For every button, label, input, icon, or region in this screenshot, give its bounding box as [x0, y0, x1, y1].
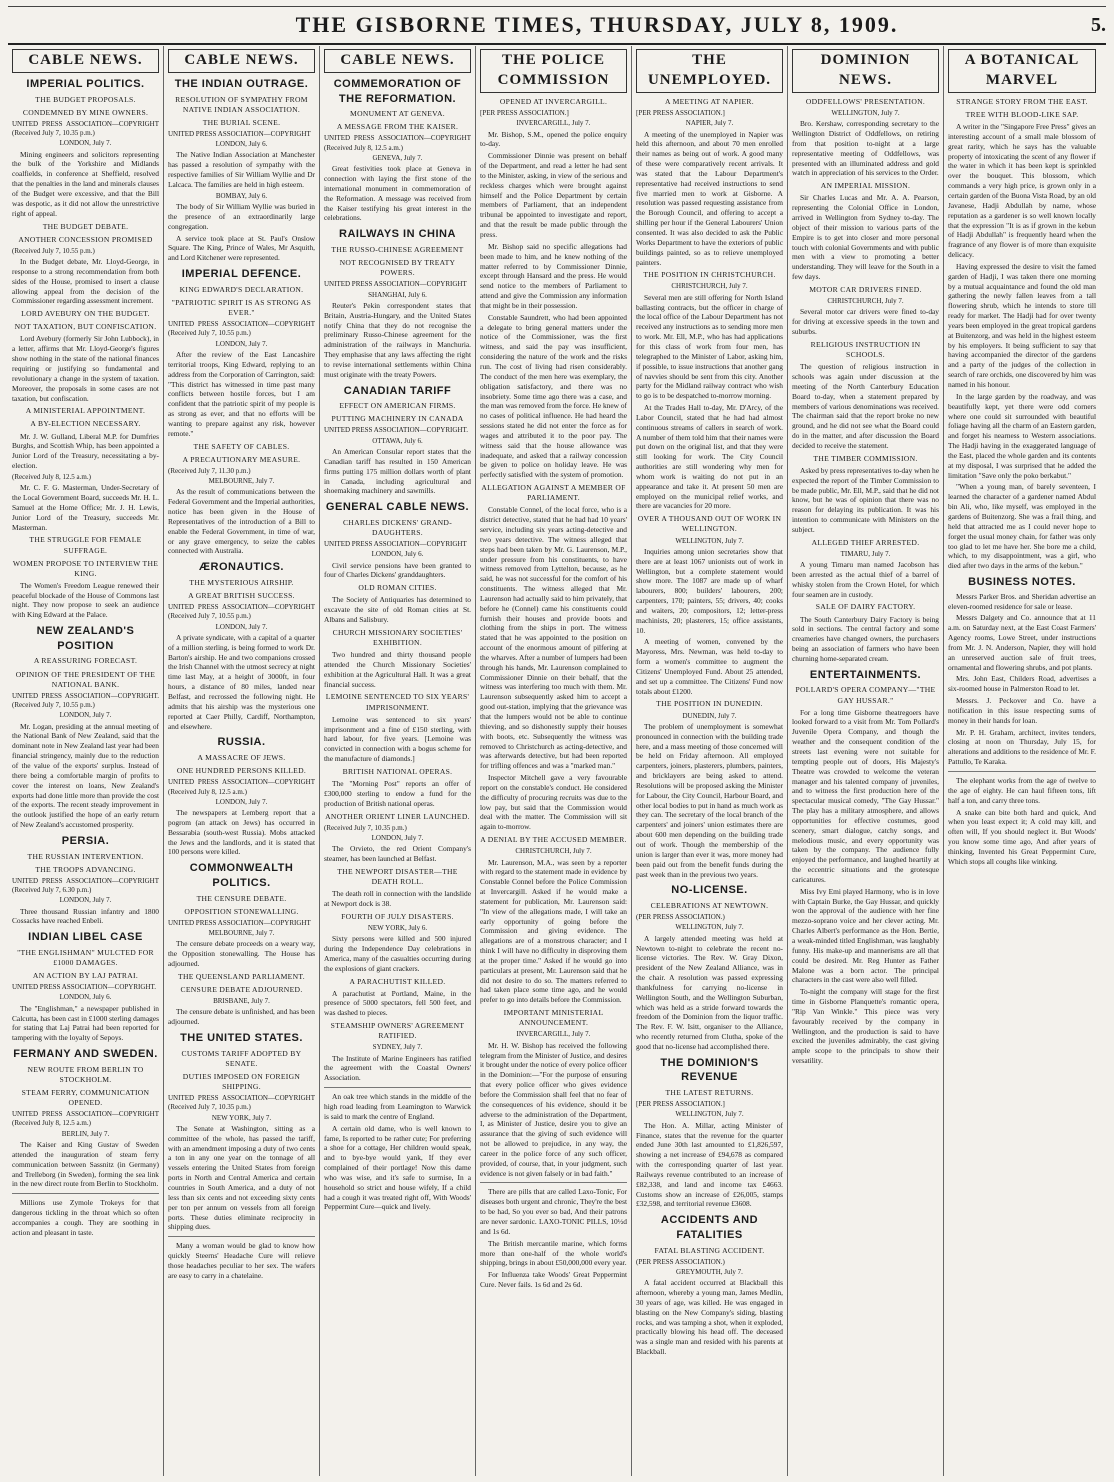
dateline: DUNEDIN, July 7. [682, 711, 737, 720]
article-paragraph: Commissioner Dinnie was present on behalf of the Department, and read a letter he had sent to the Minister, asking, in view of the serious and reckless charges which were brought against himself and the Police Department by certain members of Parliament, that an independent tribunal be appointed to investigate and report, and that the result be made public through the press. [480, 151, 627, 239]
subheadline: A MESSAGE FROM THE KAISER. [336, 122, 459, 132]
article-paragraph: Messrs Parker Bros. and Sheridan advertise an eleven-roomed residence for sale or lease. [948, 591, 1096, 611]
article-paragraph: Mr. Bishop, S.M., opened the police enquiry to-day. [480, 129, 627, 149]
agency-credit: UNITED PRESS ASSOCIATION—COPYRIGHT (Received July 8, 12.5 a.m.) [324, 134, 471, 152]
subheadline: THE CENSURE DEBATE. [196, 893, 287, 903]
subheadline: SALE OF DAIRY FACTORY. [815, 602, 916, 612]
dateline: GENEVA, July 7. [372, 153, 423, 162]
article-paragraph: Asked by press representatives to-day when he expected the report of the Timber Commission to be made public, Mr. Ell, M.P., said that he did not know, but he was of opinion that there was no reason for delaying its publication. It was his intention to communicate with Ministers on the subject. [792, 465, 939, 534]
subheadline: A BY-ELECTION NECESSARY. [30, 419, 141, 429]
agency-credit: UNITED PRESS ASSOCIATION—COPYRIGHT [168, 918, 311, 927]
article-paragraph: Lemoine was sentenced to six years' imprisonment and a fine of £150 sterling, with hard labour, for five years. [Lemoine was convicted in connection with a bogus scheme for the manufacture of diamonds.] [324, 714, 471, 764]
article-paragraph: A writer in the "Singapore Free Press" gives an interesting account of a small male blossom of great rarity, which he says has the valuable property of intoxicating the scent of any flower if the water in which it has been kept is sprinkled over the bouquet. This blossom, which commands a very high price, is grown only in a certain garden of the Buona Vista Road, by an old Javanese, Hadji Abdullah by name, whose reputation as a gardener is so well known locally that the expression "It is as if grown in the kebun of Hadji Abdullah" is frequently heard when the fragrance of any flower is of more than exquisite delicacy. [948, 122, 1096, 260]
section-banner: THE UNEMPLOYED. [636, 49, 783, 93]
article-paragraph: Two hundred and thirty thousand people attended the Church Missionary Societies' exhibition at the Agricultural Hall. It was a great financial success. [324, 650, 471, 689]
article-paragraph: Mr. H. W. Bishop has received the following telegram from the Minister of Justice, and desires it brought under the notice of every police officer in the Dominion:—"For the purpose of ensuring that every police officer who gives evidence before the Commission shall feel that no fear of the consequences of his evidence, should it be adverse to the administration of the Department, I, as Minister of Justice, desire you to give an assurance that the giving of such evidence will not be allowed to prejudice, in any way, the career in the police force of any such officer, provided, of course, that, in your judgment, such evidence is not given falsely or in bad faith." [480, 1040, 627, 1178]
subheadline: STRANGE STORY FROM THE EAST. [956, 96, 1088, 106]
dateline: MELBOURNE, July 7. [208, 477, 275, 486]
article-paragraph: The elephant works from the age of twelve to the age of eighty. He can haul fifteen tons, lift half a ton, and carry three tons. [948, 776, 1096, 805]
agency-credit: (PER PRESS ASSOCIATION.) [636, 1257, 725, 1266]
article-paragraph: An American Consular report states that the Canadian tariff has resulted in 150 American firms putting 175 million dollars worth of plant in Canada, including agricultural and shoemaking machinery and sawmills. [324, 446, 471, 496]
subheadline: OVER A THOUSAND OUT OF WORK IN WELLINGTON. [637, 514, 782, 534]
column-2 [164, 46, 320, 1476]
article-paragraph: The censure debate is unfinished, and has been adjourned. [168, 1007, 315, 1027]
dateline: WELLINGTON, July 7. [675, 1110, 744, 1119]
column-4 [476, 46, 632, 1476]
subheadline: CONDEMNED BY MINE OWNERS. [22, 107, 149, 117]
article-paragraph: Messrs. J. Peckover and Co. have a notification in this issue respecting sums of money in their hands for loan. [948, 696, 1096, 725]
article-paragraph: Mr. Bishop said no specific allegations had been made to him, and he knew nothing of the matter referred to by Commissioner Dinnie, except through Hansard and the press. He would send notice to the members of Parliament to attend and give the Commission any information that might be in their possession. [480, 241, 627, 310]
subheadline: ALLEGATION AGAINST A MEMBER OF PARLIAMENT. [481, 483, 626, 503]
subheadline: THE QUEENSLAND PARLIAMENT. [178, 971, 305, 981]
section-banner: CABLE NEWS. [12, 49, 159, 73]
dateline: LONDON, July 6. [215, 140, 268, 149]
article-paragraph: A young Timaru man named Jacobson has been arrested as the actual thief of a barrel of whisky stolen from the Crown Hotel, for which four seamen are in custody. [792, 560, 939, 599]
subheadline: CHARLES DICKENS' GRAND-DAUGHTERS. [342, 517, 453, 537]
article-paragraph: A meeting of women, convened by the Mayoress, Mrs. Newman, was held to-day to form a women's committee to augment the Citizens' Unemployed Fund. About 25 attended, and set up a committee. The Citizens' Fund now totals about £1200. [636, 637, 783, 696]
dateline: NAPIER, July 7. [685, 119, 734, 128]
article-paragraph: The censure debate proceeds on a weary way, the Opposition stonewalling. The House has adjourned. [168, 939, 315, 969]
subheadline: A DENIAL BY THE ACCUSED MEMBER. [480, 835, 627, 845]
article-paragraph: Many a woman would be glad to know how quickly Steerns' Headache Cure will relieve those headaches peculiar to her sex. The wafers are easy to carry in a chatelaine. [168, 1241, 315, 1280]
dateline: TIMARU, July 7. [840, 549, 891, 558]
subheadline: THE BUDGET DEBATE. [42, 221, 129, 231]
agency-credit: UNITED PRESS ASSOCIATION—COPYRIGHT (Received July 8, 12.5 a.m.) [168, 778, 315, 796]
agency-credit: UNITED PRESS ASSOCIATION—COPYRIGHT (Received July 8, 12.5 a.m.) [12, 1110, 159, 1128]
article-paragraph: The Society of Antiquaries has determined to excavate the site of old Roman cities at St. Albans and Salisbury. [324, 595, 471, 625]
subheadline: TREE WITH BLOOD-LIKE SAP. [965, 109, 1079, 119]
article-paragraph: Reuter's Pekin correspondent states that Britain, Austria-Hungary, and the United States notify China that they do not recognise the preliminary Russo-Chinese agreement for the administration of the railways in Manchuria. They emphasise that any laws affecting the right to revise international settlements within China must originate with the treaty Powers. [324, 300, 471, 379]
article-paragraph: Bro. Kershaw, corresponding secretary to the Wellington District of Oddfellows, on retiring from that position to-night at a large representative meeting of Oddfellows, was presented with an illuminated address and gold watch in appreciation of his services to the Order. [792, 119, 939, 178]
article-paragraph: The Native Indian Association at Manchester has passed a resolution of sympathy with the respective families of Sir William Wyllie and Dr Lalcaca. The families are held in high esteem. [168, 150, 315, 189]
agency-credit: UNITED PRESS ASSOCIATION—COPYRIGHT [324, 540, 467, 549]
headline: CANADIAN TARIFF [343, 384, 452, 397]
agency-credit: UNITED PRESS ASSOCIATION—COPYRIGHT [324, 280, 467, 289]
article-paragraph: After the review of the East Lancashire territorial troops, King Edward, replying to an address from the Corporation of Carrington, said: "This district has witnessed in time past many conflicts between hostile forces, but I am confident that the patriotic spirit of my people is as strong as ever, and that no efforts will be wanting to prepare against any risk, however remote." [168, 349, 315, 438]
article-paragraph: Several men are still offering for North Island ballasting contracts, but the officer in charge of the local office of the Labour Department has not received any instructions as to sending more men to work. Mr. Ell, M.P., who has had applications for this class of work from four men, has telegraphed to the Minister of Labor, asking him, if possible, to issue instructions that another gang of navvies should be sent from this city. Another party for the Midland railway contract who wish to go is to be despatched to-morrow morning. [636, 292, 783, 401]
subheadline: CELEBRATIONS AT NEWTOWN. [650, 900, 769, 910]
article-paragraph: Constable Connel, of the local force, who is a district detective, stated that he had had 10 years' service, including six years acting-detective and two years detective. The witness alleged that steps had been taken by Mr. G. Laurenson, M.P., under pressure from his constituents, to have witness removed from Lyttelton, because, as he said, he was not successful for the comfort of his constituents. The witness alleged that Mr. Laurenson had actually said to him privately, that before he (Connel) came his constituents could furnish their houses and provide boots and clothing from the ships in port. The witness stated that he was appointed to the position on account of the enormous amount of pilfering at the wharves. After a number of lumpers had been through his hands, Mr. Laurenson complained to Commissioner Dinnie on their behalf, that the witness was interfering too much with them. Mr. Laurenson subsequently asked him to accept a good out-station, implying that the grievance was that the lumpers would not be able to continue thieving, and so dishonestly supply their houses with boots, etc. Subsequently the witness was removed to Christchurch as acting-detective, and was afterwards detective, but had been reported for trifling offences and was a "marked man." [480, 505, 627, 771]
article-paragraph: The Women's Freedom League renewed their peaceful blockade of the House of Commons last night. They now propose to seek an audience with King Edward at the Palace. [12, 580, 159, 620]
subheadline: AN ACTION BY LAJ PATRAI. [32, 971, 139, 981]
column-rule [324, 1087, 471, 1088]
article-paragraph: Constable Saundrett, who had been appointed a delegate to bring general matters under the notice of the Commissioner, was the first witness, and said the pay was insufficient, considering the nature of the work and the risks run. The cost of living had risen considerably. The conduct of the men here was exemplary, the obligation satisfactory, and there was no insobriety. Some time ago there was a case, and the man was removed from the force. He knew of no cases of political influence. He had heard the sessions stated he did not enter the force as for wages and attributed it to the poor pay. The witness said that the house allowance was inadequate, and asked that a railway concession be given to police on holiday leave. He was perfectly satisfied with the system of promotion. [480, 312, 627, 480]
article-paragraph: The South Canterbury Dairy Factory is being sold in sections. The central factory and some creameries have changed owners, the purchasers being an association of farmers who have been churning home-separated cream. [792, 614, 939, 663]
dateline: MELBOURNE, July 7. [208, 929, 275, 938]
dateline: CHRISTCHURCH, July 7. [827, 297, 904, 306]
article-paragraph: As the result of communications between the Federal Government and the Imperial authorities, notice has been given in the House of Representatives of the introduction of a Bill to enable the Federal Government, in time of war, or any grave emergency, to seize the cables connected with Australia. [168, 487, 315, 556]
column-rule [12, 1193, 159, 1194]
subheadline: WOMEN PROPOSE TO INTERVIEW THE KING. [12, 558, 159, 578]
article-paragraph: Civil service pensions have been granted to four of Charles Dickens' granddaughters. [324, 560, 471, 580]
subheadline: STEAMSHIP OWNERS' AGREEMENT RATIFIED. [330, 1021, 465, 1041]
article-paragraph: Sixty persons were killed and 500 injured during the Independence Day celebrations in America, many of the casualties occurring during the explosions of giant crackers. [324, 934, 471, 973]
subheadline: CUSTOMS TARIFF ADOPTED BY SENATE. [181, 1048, 302, 1068]
subheadline: "PATRIOTIC SPIRIT IS AS STRONG AS EVER." [171, 297, 312, 317]
article-paragraph: The Institute of Marine Engineers has ratified the agreement with the Coastal Owners' Association. [324, 1053, 471, 1083]
article-paragraph: In the Budget debate, Mr. Lloyd-George, in response to a strong recommendation from both sides of the House, promised to insert a clause allowing appeal from the decision of the Commissioner regarding assessment increment. [12, 257, 159, 306]
dateline: GREYMOUTH, July 7. [676, 1267, 743, 1276]
subheadline: ALLEGED THIEF ARRESTED. [811, 537, 920, 547]
article-paragraph: A largely attended meeting was held at Newtown to-night to celebrate the recent no-license victories. The Rev. W. Gray Dixon, president of the New Zealand Alliance, was in the chair. A resolution was passed expressing thankfulness for carrying no-license in Wellington South, and the Wellington Suburban, which was held as a stride forward towards the freedom of the Dominion from the liquor traffic. The Rev. F. W. Isitt, organiser to the Alliance, who recently returned from Clutha, spoke of the good that no-license had accomplished there. [636, 933, 783, 1051]
dateline: INVERCARGILL, July 7. [516, 1030, 591, 1039]
masthead [8, 6, 1106, 45]
subheadline: THE TROOPS ADVANCING. [35, 864, 136, 874]
section-banner: CABLE NEWS. [324, 49, 471, 73]
section-banner: DOMINION NEWS. [792, 49, 939, 93]
article-paragraph: Great festivities took place at Geneva in connection with laying the first stone of the international monument in commemoration of the Reformation. A message was received from the Kaiser testifying his great interest in the celebrations. [324, 164, 471, 223]
dateline: BRISBANE, July 7. [213, 997, 270, 1006]
dateline: LONDON, July 7. [59, 896, 112, 905]
article-paragraph: At the Trades Hall to-day, Mr. D'Arcy, of the Labor Council, stated that he had had almost continuous streams of callers in search of work. A number of them told him that their names were put down on the original list, and that they were still looking for work. The City Council authorities are still wondering why men for whom work is waiting do not put in an appearance and take it. At present 50 men are employed on the municipal relief works, and there are vacancies for 20 more. [636, 403, 783, 511]
subheadline: NOT RECOGNISED BY TREATY POWERS. [339, 258, 456, 278]
agency-credit: UNITED PRESS ASSOCIATION—COPYRIGHT (Received July 7, 10.55 p.m.) [168, 603, 315, 621]
subheadline: NEW ROUTE FROM BERLIN TO STOCKHOLM. [27, 1064, 144, 1084]
headline: COMMEMORATION OF THE REFORMATION. [333, 77, 462, 105]
subheadline: THE LATEST RETURNS. [665, 1088, 754, 1098]
subheadline: A PRECAUTIONARY MEASURE. [182, 454, 301, 464]
dateline: CHRISTCHURCH, July 7. [671, 282, 748, 291]
article-paragraph: The British mercantile marine, which forms more than one-half of the whole world's shipping, brings in about £50,000,000 every year. [480, 1238, 627, 1268]
article-paragraph: The Orvieto, the red Orient Company's steamer, has been launched at Belfast. [324, 844, 471, 864]
subheadline: NOT TAXATION, BUT CONFISCATION. [14, 322, 157, 332]
agency-credit: UNITED PRESS ASSOCIATION—COPYRIGHT (Received July 7, 10.35 p.m.) [12, 119, 159, 138]
article-paragraph: A parachutist at Portland, Maine, in the presence of 5000 spectators, fell 500 feet, and was dashed to pieces. [324, 988, 471, 1018]
subheadline: A REASSURING FORECAST. [33, 656, 138, 666]
article-paragraph: In the large garden by the roadway, and was beautifully kept, yet there were odd corners where one could sit surrounded with beautiful foliage having all the charm of an Eastern garden, and forget his nearness to Western associations. The Hadji having in the exaggerated language of the East, placed the whole garden and its contents at my disposal, I was surprised that he added the limitation "Save only the poko berkabut." [948, 391, 1096, 480]
dateline: LONDON, July 6. [371, 550, 424, 559]
headline: COMMONWEALTH POLITICS. [189, 862, 294, 889]
headline: RUSSIA. [217, 736, 266, 749]
subheadline: A MEETING AT NAPIER. [665, 96, 754, 106]
subheadline: A MASSACRE OF JEWS. [197, 753, 286, 763]
article-paragraph: A certain old dame, who is well known to fame, Is reported to be rather cute; For preferring a shoe for a cottage, Her children would speak, and to bye-bye would yank, If they ever complained of their portlage! Now this dame who was wise, and it's safe to surmise, In a household so strict and house wifely, If a child had a cough it was treated right off, With Woods' Peppermint Cure—quick and lively. [324, 1123, 471, 1212]
subheadline: ODDFELLOWS' PRESENTATION. [805, 96, 926, 106]
headline: THE DOMINION'S REVENUE [660, 1056, 759, 1084]
subheadline: MOTOR CAR DRIVERS FINED. [809, 285, 922, 295]
column-1 [8, 46, 164, 1476]
headline: RAILWAYS IN CHINA [339, 228, 456, 241]
article-paragraph: The problem of unemployment is somewhat pronounced in connection with the building trade here, and a mass meeting of those concerned will be held on Friday afternoon. All employed carpenters, joiners, plasterers, plumbers, painters, and bricklayers are being asked to attend. Resolutions will be proposed asking the Minister for Labour, the City Council, Harbour Board, and other local bodies to put in hand as much work as they can. The secretary of the local branch of the carpenters' and joiners' union estimates there are about 600 men depending on the building trade out of work. Though the membership of the union is larger than ever it was, more money had been paid out from the benefit funds during the past week than in the previous two years. [636, 721, 783, 879]
dateline: WELLINGTON, July 7. [831, 108, 900, 117]
section-banner: A BOTANICAL MARVEL [948, 49, 1096, 93]
agency-credit: [PER PRESS ASSOCIATION.] [636, 1100, 725, 1109]
dateline: INVERCARGILL, July 7. [516, 119, 591, 128]
agency-credit: [PER PRESS ASSOCIATION.] [480, 108, 569, 117]
article-paragraph: Mr. Laurenson, M.A., was seen by a reporter with regard to the statement made in evidence by Constable Connel before the Police Commission at Invercargill. Asked if he would make a statement for publication, Mr. Laurenson said: "In view of the allegations made, I will take an early opportunity of going before the Commission and giving evidence. The allegations are of a monstrous character; and I think I will have no difficulty in disproving them at the proper time." Asked if he would go into particulars at present, Mr. Laurenson said that he did not desire to do so. The matters referred to had taken place some time ago, and he would prefer to go into details before the Commission. [480, 857, 627, 1005]
subheadline: STEAM FERRY, COMMUNICATION OPENED. [21, 1087, 150, 1108]
column-rule [480, 1182, 627, 1183]
column-6 [788, 46, 944, 1476]
dateline: NEW YORK, July 7. [211, 1113, 272, 1122]
subheadline: THE NEWPORT DISASTER—THE DEATH ROLL. [337, 866, 458, 886]
article-paragraph: A private syndicate, with a capital of a quarter of a million sterling, is being formed to work Dr. Barton's airship. He and two companions crossed the Irish Channel with the utmost secrecy at night time last May, at a height of 3000ft, in four hours, a distance of 80 miles, landed near Belfast, and recrossed the following night. He admits that his airship was the mysterious one reported at Caer Philly, Cardiff, Northampton, and elsewhere. [168, 632, 315, 731]
agency-credit: (Received July 7, 10.55 p.m.) [12, 246, 95, 255]
section-banner: THE POLICE COMMISSION [480, 49, 627, 93]
agency-credit: UNITED PRESS ASSOCIATION—COPYRIGHT. [324, 426, 468, 435]
headline: THE INDIAN OUTRAGE. [174, 77, 309, 90]
dateline: OTTAWA, July 6. [372, 436, 423, 445]
subheadline: EFFECT ON AMERICAN FIRMS. [339, 401, 456, 411]
article-paragraph: The "Morning Post" reports an offer of £300,000 sterling to endow a fund for the production of British national operas. [324, 778, 471, 808]
headline: IMPERIAL DEFENCE. [181, 268, 302, 281]
article-paragraph: Inspector Mitchell gave a very favourable report on the constable's conduct. He considered the difficulty of procuring recruits was due to the low pay, but said that the Commission would deal with the matter. The Commission will sit again to-morrow. [480, 773, 627, 832]
dateline: LONDON, July 7. [59, 139, 112, 148]
dateline: LONDON, July 6. [59, 993, 112, 1002]
article-paragraph: The Hon. A. Millar, acting Minister of Finance, states that the revenue for the quarter ended June 30th last amounted to £1,826,597, showing a net increase of £94,678 as compared with the corresponding quarter of last year. Railways revenue contributed to an increase of £82,338, and land and income tax £4663. Customs show an increase of £26,005, stamps £32,598, and territorial revenue £3608. [636, 1120, 783, 1209]
article-paragraph: There are pills that are called Laxo-Tonic, For diseases both urgent and chronic, They're the best to be had, So you ever so bad, And their patrons are never sardonic. LAXO-TONIC PILLS, 10½d and 1s 6d. [480, 1187, 627, 1236]
article-paragraph: The Senate at Washington, sitting as a committee of the whole, has passed the tariff, with an amendment imposing a duty of two cents a ton in any one year on the tonnage of all vessels entering the United States from foreign ports in North and Central America and certain countries in South America, and a duty of not less than six cents and not exceeding sixty cents per ton per annum on vessels from all foreign ports. These duties eliminate reciprocity in shipping dues. [168, 1123, 315, 1232]
subheadline: OPPOSITION STONEWALLING. [184, 906, 299, 916]
dateline: SYDNEY, July 7. [372, 1043, 423, 1052]
dateline: BOMBAY, July 6. [215, 191, 268, 200]
subheadline: A GREAT BRITISH SUCCESS. [188, 590, 295, 600]
headline: ÆRONAUTICS. [199, 561, 284, 574]
article-paragraph: A meeting of the unemployed in Napier was held this afternoon, and about 70 men enrolled their names as being out of work. A good many of these were comparatively recent arrivals. It was stated that the Labour Department's representative had received instructions to send five married men to work at Gisborne. A resolution was passed requesting assistance from the Borough Council, and offering to accept a shilling per hour if the General Labourers' Union consented. It was also decided to ask the Public Works Department to have the exteriors of public buildings painted, so as to relieve unemployed painters. [636, 129, 783, 267]
subheadline: ONE HUNDRED PERSONS KILLED. [176, 766, 307, 776]
article-paragraph: Having expressed the desire to visit the famed garden of Hadji, I was taken there one morning by a mutual acquaintance and found the old man gathering the newly fallen leaves from a tall flowering shrub, which he intends to store till ready for market. The Hadji had for over twenty years been employed in the great tropical gardens at Buitenzorg, and was held in the highest esteem by his employers. It being sufficient to say that having accompanied the director of the gardens and a party of the judges of the collection in search of rare orchids, one discovered by him was named in his honour. [948, 261, 1096, 389]
article-paragraph: The newspapers at Lemberg report that a pogrom (an attack on Jews) has occurred in Bessarabia (south-west Russia). Mobs attacked the Jews and the landlords, and it is stated that 100 persons were killed. [168, 808, 315, 857]
headline: PERSIA. [61, 834, 110, 847]
article-paragraph: Miss Ivy Emi played Harmony, who is in love with Captain Burke, the Gay Hussar, and quickly won the approval of the audience with her fine mezzo-soprano voice and her clever acting. Mr. Charles Albert's performance as the Hon. Bertie, a weak-minded titled Englishman, was laughably funny. His make-up and mannerisms are all that could be desired. Mr. Reg Hunter as Father Malone was a born actor. The principal characters in the cast were also well filled. [792, 886, 939, 985]
dateline: NEW YORK, July 6. [367, 923, 428, 932]
subheadline: POLLARD'S OPERA COMPANY—"THE GAY HUSSAR." [795, 685, 936, 705]
dateline: LONDON, July 7. [59, 711, 112, 720]
article-paragraph: Mr. J. W. Gulland, Liberal M.P. for Dumfries Burghs, and Scottish Whip, has been appointed a Junior Lord of the Treasury, necessitating a by-election. [12, 431, 159, 471]
article-paragraph: The death roll in connection with the landslide at Newport dock is 38. [324, 889, 471, 908]
subheadline: DUTIES IMPOSED ON FOREIGN SHIPPING. [182, 1071, 301, 1091]
subheadline: THE SAFETY OF CABLES. [193, 441, 290, 451]
subheadline: THE POSITION IN DUNEDIN. [656, 699, 763, 709]
column-rule [948, 771, 1096, 772]
section-banner: CABLE NEWS. [168, 49, 315, 73]
subheadline: THE RUSSO-CHINESE AGREEMENT [331, 244, 464, 254]
subheadline: KING EDWARD'S DECLARATION. [179, 284, 304, 294]
subheadline: MONUMENT AT GENEVA. [350, 109, 445, 119]
headline: INDIAN LIBEL CASE [28, 931, 143, 944]
article-paragraph: Millions use Zymole Trokeys for that dangerous tickling in the throat which so often accompanies a cough. They are soothing in action and pleasant in taste. [12, 1198, 159, 1237]
article-paragraph: Mrs. John East, Childers Road, advertises a six-roomed house in Palmerston Road to let. [948, 674, 1096, 694]
subheadline: RELIGIOUS INSTRUCTION IN SCHOOLS. [810, 339, 921, 360]
subheadline: LEMOINE SENTENCED TO SIX YEARS' IMPRISONMENT. [325, 692, 470, 712]
subheadline: FATAL BLASTING ACCIDENT. [654, 1245, 765, 1255]
dateline: LONDON, July 7. [215, 622, 268, 631]
subheadline: A PARACHUTIST KILLED. [349, 976, 446, 986]
article-paragraph: Mining engineers and solicitors representing the bulk of the Yorkshire and Midlands coalfields, in conference at Sheffield, resolved that the penalties in the land and minerals clauses of the Budget were excessive, and that the Bill was despotic, as it did not allow the unrestrictive right of appeal. [12, 149, 159, 218]
dateline: LONDON, July 7. [215, 339, 268, 348]
subheadline: BRITISH NATIONAL OPERAS. [342, 766, 453, 776]
dateline: CHRISTCHURCH, July 7. [515, 847, 592, 856]
subheadline: THE STRUGGLE FOR FEMALE SUFFRAGE. [29, 535, 142, 555]
column-rule [168, 1236, 315, 1237]
headline: GENERAL CABLE NEWS. [325, 501, 470, 514]
subheadline: THE POSITION IN CHRISTCHURCH. [643, 270, 776, 280]
headline: ACCIDENTS AND FATALITIES [660, 1214, 759, 1241]
headline: ENTERTAINMENTS. [809, 668, 922, 681]
headline: FERMANY AND SWEDEN. [13, 1048, 158, 1061]
article-paragraph: The body of Sir William Wyllie was buried in the presence of an extraordinarily large congregation. [168, 202, 315, 231]
subheadline: THE TIMBER COMMISSION. [813, 453, 918, 463]
headline: NEW ZEALAND'S POSITION [36, 625, 135, 652]
agency-credit: (Received July 7, 10.35 p.m.) [324, 823, 407, 832]
subheadline: THE RUSSIAN INTERVENTION. [27, 851, 144, 861]
article-paragraph: A snake can bite both hard and quick, And when you least expect it; A cold may kill, and often will, If you should neglect it. But Woods' you know some time ago, And after years of thinking, Invented his Great Peppermint Cure, Which stops all coughs like winking. [948, 807, 1096, 866]
article-paragraph: The Kaiser and King Gustav of Sweden attended the inauguration of steam ferry communication between Sassnitz (in Germany) and Trelleborg (in Sweden), forming the sea link in the new direct route from Berlin to Stockholm. [12, 1140, 159, 1189]
article-paragraph: Mr. Logan, presiding at the annual meeting of the National Bank of New Zealand, said that the dominant note in New Zealand last year had been financial stringency, mainly due to the reduction of the value of the exports' surplus. Instead of there being a comfortable margin of profits to cover the interest on loans, New Zealand's exports had done little more than provide the cost of the exports. The recent steady improvement in the outlook justified the hope of an early return of New Zealand's accustomed prosperity. [12, 721, 159, 830]
masthead-title: THE GISBORNE TIMES, THURSDAY, JULY 8, 1909. [295, 12, 899, 37]
subheadline: ANOTHER CONCESSION PROMISED [18, 234, 153, 244]
subheadline: OLD ROMAN CITIES. [358, 583, 437, 593]
subheadline: CENSURE DEBATE ADJOURNED. [180, 984, 303, 994]
article-paragraph: Three thousand Russian infantry and 1800 Cossacks have reached Enbeli. [12, 906, 159, 926]
subheadline: AN IMPERIAL MISSION. [820, 181, 911, 191]
headline: BUSINESS NOTES. [968, 576, 1076, 589]
article-paragraph: The "Englishman," a newspaper published in Calcutta, has been cast in £1000 sterling damages for stating that Laj Patrai had been reported for tampering with the loyalty of Sepoys. [12, 1003, 159, 1043]
subheadline: A MINISTERIAL APPOINTMENT. [25, 406, 146, 416]
article-paragraph: "When a young man, of barely seventeen, I learned the character of a gardener named Abdul bin Ali, who, like myself, was employed in the gardens of Buitenzorg. She was a frail thing, and held that attracted me as I could never hope to forget the usual money chain, for father was only too glad to let me have her. She bore me a child, which, to my disappointment, was a girl, who died after two days in the arms of the kebun." [948, 482, 1096, 571]
agency-credit: [PER PRESS ASSOCIATION.] [636, 108, 725, 117]
subheadline: CHURCH MISSIONARY SOCIETIES' EXHIBITION. [332, 627, 463, 648]
subheadline: OPINION OF THE PRESIDENT OF THE NATIONAL BANK. [15, 669, 156, 689]
subheadline: IMPORTANT MINISTERIAL ANNOUNCEMENT. [503, 1008, 604, 1028]
article-paragraph: Messrs Dalgety and Co. announce that at 11 a.m. on Saturday next, at the East Coast Farmers' Agency rooms, Lowe Street, under instructions from Mr. J. N. Anderson, Napier, they will hold an unreserved auction sale of fruit trees, ornamental and flowering shrubs, and pot plants. [948, 613, 1096, 672]
subheadline: THE MYSTERIOUS AIRSHIP. [189, 577, 294, 587]
agency-credit: (PER PRESS ASSOCIATION.) [636, 913, 725, 922]
agency-credit: UNITED PRESS ASSOCIATION—COPYRIGHT. (Received July 7, 10.55 p.m.) [12, 691, 159, 709]
agency-credit: UNITED PRESS ASSOCIATION—COPYRIGHT (Received July 7, 6.30 p.m.) [12, 876, 159, 894]
dateline: WELLINGTON, July 7. [675, 536, 744, 545]
subheadline: LORD AVEBURY ON THE BUDGET. [21, 309, 150, 319]
agency-credit: UNITED PRESS ASSOCIATION—COPYRIGHT (Received July 7, 10.55 p.m.) [168, 320, 315, 338]
dateline: LONDON, July 7. [215, 797, 268, 806]
dateline: SHANGHAI, July 6. [368, 290, 427, 299]
subheadline: THE BUDGET PROPOSALS. [35, 94, 136, 104]
agency-credit: UNITED PRESS ASSOCIATION—COPYRIGHT (Received July 7, 10.35 p.m.) [168, 1094, 315, 1112]
article-paragraph: A service took place at St. Paul's Onslow Square. The King, Prince of Wales, Mr Asquith, and Lord Kitchener were represented. [168, 233, 315, 263]
headline: IMPERIAL POLITICS. [26, 77, 145, 90]
subheadline: OPENED AT INVERCARGILL. [499, 96, 608, 106]
article-paragraph: An oak tree which stands in the middle of the high road leading from Leamington to Warwick is said to mark the centre of England. [324, 1092, 471, 1121]
article-paragraph: Inquiries among union secretaries show that there are at least 1067 unionists out of work in Wellington, but a complete statement would show more. The 1087 are made up of wharf labourers, 800; builders' labourers, 200; carpenters, 170; painters, 55; drivers, 40; cooks and waiters, 20; compositors, 12; letter-press machinists, 20; plasterers, 15; office assistants, 10. [636, 546, 783, 635]
article-paragraph: For a long time Gisborne theatregoers have looked forward to a visit from Mr. Tom Pollard's Juvenile Opera Company, and though the weather and the consequent condition of the streets last evening were not suitable for tempting people out of doors, His Majesty's Theatre was crowded to welcome the veteran manager and his talented company of juveniles, and to witness the first production here of the spectacular musical comedy, "The Gay Hussar." The play has a military atmosphere, and allows opportunities for effective costumes, good scenery, smart dialogue, catchy songs, and melodious music, and every opportunity was taken by the company. The audience fully enjoyed the performance, and laughed heartily at the eccentric situations and the grotesque caricatures. [792, 707, 939, 884]
dateline: BERLIN, July 7. [61, 1129, 110, 1138]
article-paragraph: A fatal accident occurred at Blackball this afternoon, whereby a young man, James Medlin, 30 years of age, was killed. He was engaged in blasting on the New Company's siding, blasting rocks, and was tamping a shot, when it exploded, practically blowing his head off. The deceased was a single man and resided with his parents at Blackball. [636, 1278, 783, 1357]
page-number: 5. [1091, 13, 1106, 36]
subheadline: FOURTH OF JULY DISASTERS. [341, 911, 454, 921]
article-paragraph: The question of religious instruction in schools was again under discussion at the meeting of the North Canterbury Education Board to-day, when a statement prepared by members of various denominations was received. The chairman said that the report broke no new ground, and he did not see what the Board could do in the matter, and after discussion the Board decided to receive the statement. [792, 362, 939, 450]
agency-credit: (Received July 8, 12.5 a.m.) [12, 472, 91, 481]
subheadline: "THE ENGLISHMAN" MULCTED FOR £1000 DAMAGES. [17, 947, 154, 967]
subheadline: RESOLUTION OF SYMPATHY FROM NATIVE INDIAN ASSOCIATION. [175, 94, 308, 114]
article-paragraph: Mr. C. F. G. Masterman, Under-Secretary of the Local Government Board, succeeds Mr. H. L. Samuel at the Home Office; Mr. J. H. Lewis, Junior Lord of the Treasury, succeeds Mr. Masterman. [12, 483, 159, 532]
column-7 [944, 46, 1100, 1476]
agency-credit: UNITED PRESS ASSOCIATION—COPYRIGHT [168, 129, 311, 138]
article-paragraph: To-night the company will stage for the first time in Gisborne Planquette's romantic opera, "Rip Van Winkle." This piece was very favourably received by the company in Wellington, and the production is said to have excited the juveniles admirably, the cast giving ample scope to the principals to show their versatility. [792, 987, 939, 1066]
agency-credit: (Received July 7, 11.30 p.m.) [168, 466, 251, 475]
subheadline: THE BURIAL SCENE. [202, 117, 281, 127]
subheadline: PUTTING MACHINERY IN CANADA [331, 414, 464, 424]
agency-credit: UNITED PRESS ASSOCIATION—COPYRIGHT. [12, 983, 156, 992]
article-paragraph: Sir Charles Lucas and Mr. A. A. Pearson, representing the Colonial Office in London, arrived in Wellington from Sydney to-day. The object of their mission to various parts of the Empire is to get into closer and more personal touch with colonial Governments and with public men with a view to promoting a better understanding. They will leave for the South in a few days. [792, 193, 939, 282]
article-paragraph: For Influenza take Woods' Great Peppermint Cure. Never fails. 1s 6d and 2s 6d. [480, 1270, 627, 1290]
article-paragraph: Mr. P. H. Graham, architect, invites tenders, closing at noon on Thursday, July 15, for alterations and additions to the residence of Mr. F. Pattullo, Te Karaka. [948, 727, 1097, 767]
column-5 [632, 46, 788, 1476]
newspaper-columns [8, 46, 1106, 1476]
column-3 [320, 46, 476, 1476]
article-paragraph: Several motor car drivers were fined to-day for driving at excessive speeds in the town and suburbs. [792, 307, 939, 337]
subheadline: ANOTHER ORIENT LINER LAUNCHED. [325, 811, 470, 821]
article-paragraph: Lord Avebury (formerly Sir John Lubbock), in a letter, affirms that Mr. Lloyd-George's figures show nothing in the state of the national finances requiring or justifying so fundamental and revolutionary a change in the system of taxation. Moreover, the proposals in some cases are not taxation, but confiscation. [12, 334, 159, 403]
dateline: LONDON, July 7. [371, 833, 424, 842]
dateline: WELLINGTON, July 7. [675, 923, 744, 932]
headline: THE UNITED STATES. [180, 1032, 303, 1045]
headline: NO-LICENSE. [671, 884, 748, 897]
